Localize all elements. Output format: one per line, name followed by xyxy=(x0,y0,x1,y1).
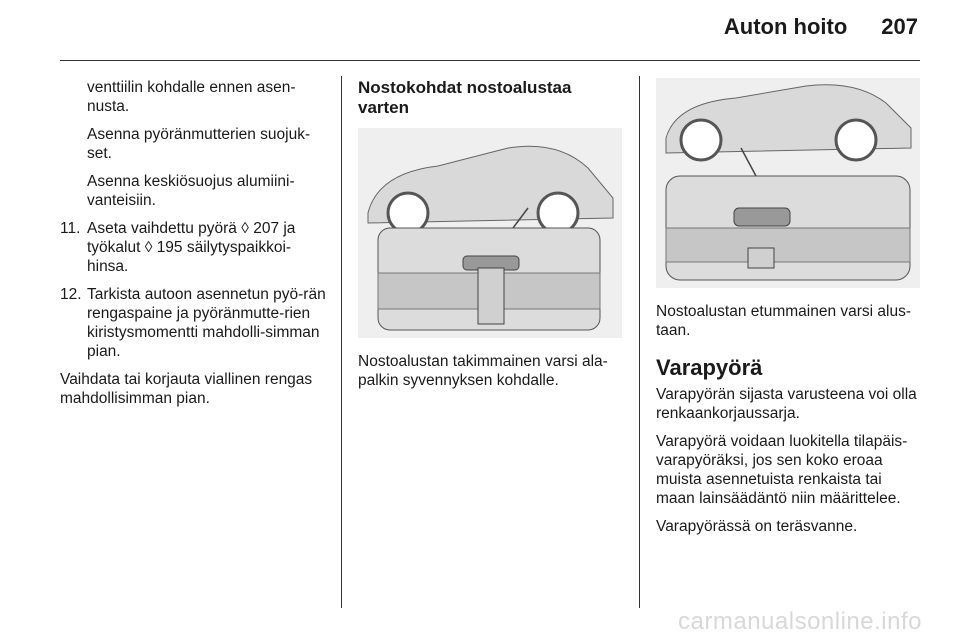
paragraph: venttiilin kohdalle ennen asen-nusta. xyxy=(87,79,296,115)
paragraph: Varapyörässä on teräsvanne. xyxy=(656,518,858,535)
page-header xyxy=(724,14,918,40)
list-text: Aseta vaihdettu pyörä ◊ 207 ja työkalut ◊ 195 säilytyspaikkoi-hinsa. xyxy=(87,220,296,275)
front-lift-point-illustration xyxy=(656,78,920,288)
paragraph: Varapyörän sijasta varusteena voi olla renkaankorjaussarja. xyxy=(656,386,917,422)
watermark: carmanualsonline.info xyxy=(678,608,922,635)
section-heading: Nostokohdat nostoalustaa varten xyxy=(358,78,572,117)
figure-caption: Nostoalustan takimmainen varsi ala-palkin syvennyksen kohdalle. xyxy=(358,353,608,389)
column-3 xyxy=(656,78,920,545)
rear-lift-point-illustration xyxy=(358,128,622,338)
header-rule xyxy=(60,60,920,61)
paragraph: Asenna keskiösuojus alumiini-vanteisiin. xyxy=(87,173,295,209)
list-item xyxy=(60,219,326,276)
paragraph: Varapyörä voidaan luokitella tilapäis-varapyöräksi, jos sen koko eroaa muista asennetuista renkaista tai maan lainsäädäntö niin määrittelee. xyxy=(656,433,908,507)
column-divider-1 xyxy=(341,76,342,608)
paragraph: Asenna pyöränmutterien suojuk-set. xyxy=(87,126,311,162)
paragraph: Vaihdata tai korjauta viallinen rengas mahdollisimman pian. xyxy=(60,371,313,407)
section-title: Varapyörä xyxy=(656,355,763,380)
list-number: 11. xyxy=(60,220,81,237)
list-number: 12. xyxy=(60,286,82,303)
figure-caption: Nostoalustan etummainen varsi alus-taan. xyxy=(656,303,912,339)
column-2 xyxy=(358,78,622,399)
column-divider-2 xyxy=(639,76,640,608)
page-number: 207 xyxy=(881,14,918,39)
chapter-title: Auton hoito xyxy=(723,14,848,39)
list-item xyxy=(60,285,326,361)
list-text: Tarkista autoon asennetun pyö-rän rengaspaine ja pyöränmutte-rien kiristysmomentti mahdolli-simman pian. xyxy=(87,286,326,360)
column-1 xyxy=(60,78,326,417)
